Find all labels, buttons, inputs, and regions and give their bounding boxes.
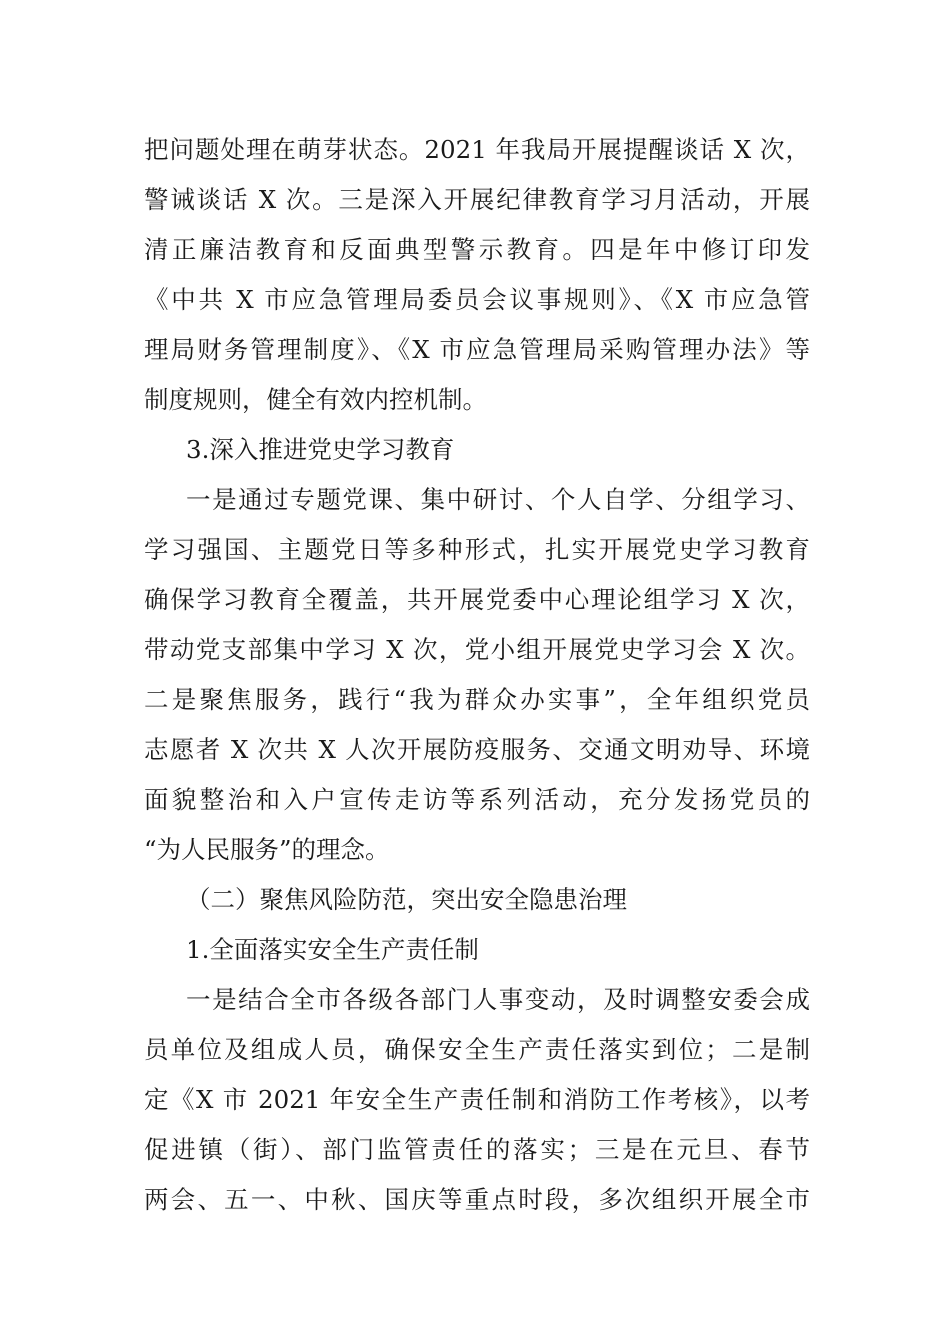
text-line: 警诫谈话 X 次。三是深入开展纪律教育学习月活动，开展 xyxy=(144,185,810,214)
text-line: 定《X 市 2021 年安全生产责任制和消防工作考核》，以考 xyxy=(144,1085,810,1114)
section-heading: （二）聚焦风险防范，突出安全隐患治理 xyxy=(186,885,627,914)
text-line: 二是聚焦服务，践行“我为群众办实事”，全年组织党员 xyxy=(144,685,810,714)
text-line: 一是通过专题党课、集中研讨、个人自学、分组学习、 xyxy=(186,485,810,514)
text-line: 员单位及组成人员，确保安全生产责任落实到位；二是制 xyxy=(144,1035,810,1064)
section-heading: 3.深入推进党史学习教育 xyxy=(186,435,455,464)
text-line: 一是结合全市各级各部门人事变动，及时调整安委会成 xyxy=(186,985,810,1014)
text-line: “为人民服务”的理念。 xyxy=(144,835,390,864)
subsection-heading: 1.全面落实安全生产责任制 xyxy=(186,935,479,964)
text-line: 《中共 X 市应急管理局委员会议事规则》、《X 市应急管 xyxy=(144,285,810,314)
text-line: 确保学习教育全覆盖，共开展党委中心理论组学习 X 次， xyxy=(144,585,810,614)
text-line: 制度规则，健全有效内控机制。 xyxy=(144,385,487,414)
text-line: 把问题处理在萌芽状态。2021 年我局开展提醒谈话 X 次， xyxy=(144,135,810,164)
text-line: 理局财务管理制度》、《X 市应急管理局采购管理办法》等 xyxy=(144,335,810,364)
text-line: 带动党支部集中学习 X 次，党小组开展党史学习会 X 次。 xyxy=(144,635,810,664)
text-line: 两会、五一、中秋、国庆等重点时段，多次组织开展全市 xyxy=(144,1185,810,1214)
text-line: 面貌整治和入户宣传走访等系列活动，充分发扬党员的 xyxy=(144,785,810,814)
text-line: 志愿者 X 次共 X 人次开展防疫服务、交通文明劝导、环境 xyxy=(144,735,810,764)
text-line: 学习强国、主题党日等多种形式，扎实开展党史学习教育 xyxy=(144,535,810,564)
text-line: 促进镇（街）、部门监管责任的落实；三是在元旦、春节 xyxy=(144,1135,810,1164)
text-line: 清正廉洁教育和反面典型警示教育。四是年中修订印发 xyxy=(144,235,810,264)
